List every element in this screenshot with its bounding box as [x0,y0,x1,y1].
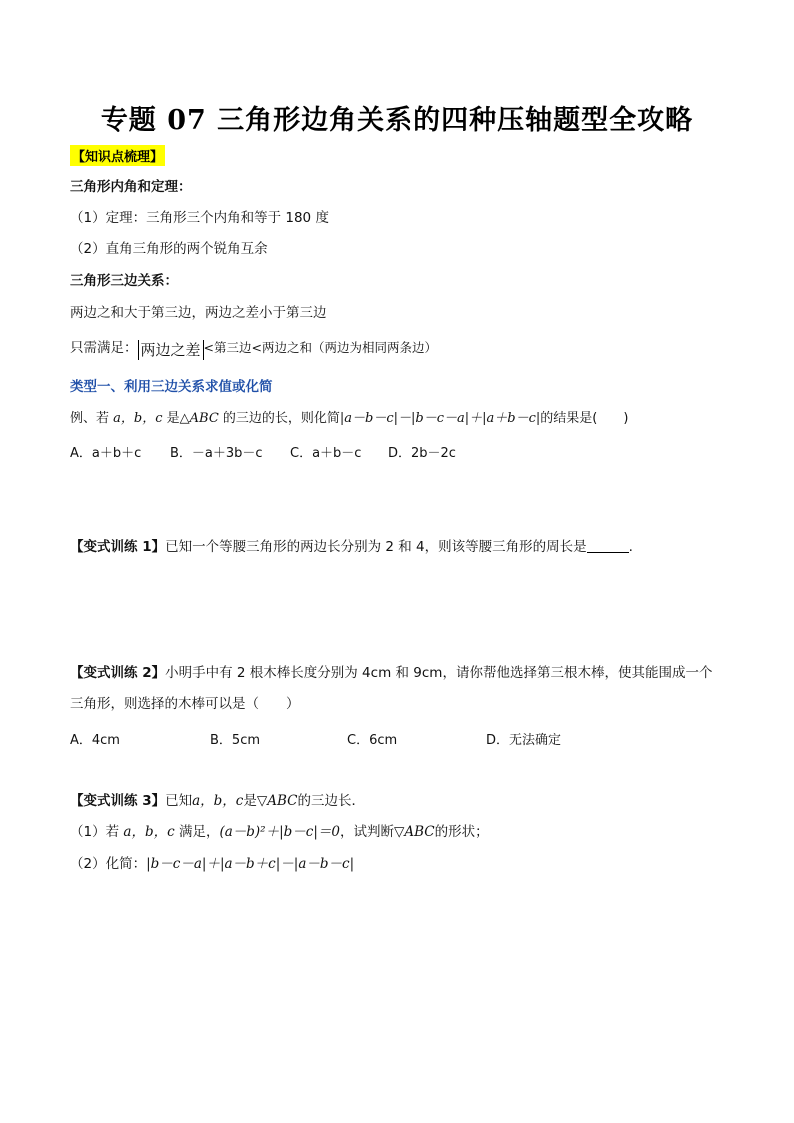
drill3-text2: 是 [243,793,257,809]
drill2-text-1: 小明手中有 2 根木棒长度分别为 4cm 和 9cm，请你帮他选择第三根木棒，使其能围成一个 [165,665,713,681]
type1-heading: 类型一、利用三边关系求值或化简 [70,379,273,395]
q2-expression: |b－c－a|＋|a－b＋c|－|a－b－c| [146,856,355,872]
q1-prefix: （1）若 [70,824,124,840]
angle-sum-item-2: （2）直角三角形的两个锐角互余 [70,241,268,257]
type1-example [70,410,628,428]
sides-line-2-prefix: 只需满足： [70,340,138,356]
example-prefix: 例、若 [70,411,114,426]
sides-line-1: 两边之和大于第三边，两边之差小于第三边 [70,305,327,321]
sides-heading: 三角形三边关系： [70,273,178,289]
angle-sum-item-1: （1）定理：三角形三个内角和等于 180 度 [70,210,329,226]
q1-end: 的形状； [434,824,489,840]
knowledge-tag: 【知识点梳理】 [70,145,165,166]
drill1-text: 已知一个等腰三角形的两边长分别为 2 和 4，则该等腰三角形的周长是 [165,539,587,555]
answer-blank [587,538,629,553]
drill1-end: . [628,539,633,555]
type1-option-b: B．－a＋3b－c [170,446,263,461]
drill2-line-1 [70,664,712,682]
type1-option-c: C．a＋b－c [290,446,362,461]
drill3-label: 【变式训练 3】 [70,793,166,809]
drill2-option-d: D．无法确定 [486,733,562,748]
drill2-option-a: A．4cm [70,733,120,748]
drill3-text: 已知 [165,793,193,809]
example-mid: 是△ [162,411,190,426]
q1-triangle: ▽ABC [393,824,435,840]
drill2-label: 【变式训练 2】 [70,665,166,681]
drill2-option-c: C．6cm [347,733,398,748]
q2-prefix: （2）化简： [70,856,147,872]
sides-line-2-suffix: <第三边<两边之和（两边为相同两条边） [203,340,437,355]
sides-line-2 [70,339,437,360]
drill2-line-2: 三角形，则选择的木棒可以是（ ） [70,696,300,712]
example-triangle: ABC [189,411,219,426]
example-suffix: 的结果是( ) [540,411,629,426]
drill3-question-2 [70,855,354,873]
q1-expression: (a－b)²＋|b－c|＝0 [219,824,340,840]
type1-option-d: D．2b－2c [388,446,456,461]
angle-sum-heading: 三角形内角和定理： [70,179,192,195]
drill2-option-b: B．5cm [210,733,261,748]
type1-option-a: A．a＋b＋c [70,446,142,461]
drill3 [70,792,365,810]
drill1 [70,538,633,556]
drill3-text3: 的三边长． [297,793,365,809]
drill3-vars: a，b，c [192,793,244,809]
example-text: 的三边的长，则化简 [218,411,340,426]
example-vars: a，b，c [113,411,163,426]
q1-vars: a，b，c [123,824,175,840]
page-title: 专题 07 三角形边角关系的四种压轴题型全攻略 [100,105,694,136]
q1-suffix: ，试判断 [339,824,394,840]
drill3-triangle: ▽ABC [256,793,298,809]
drill1-label: 【变式训练 1】 [70,539,166,555]
abs-value-box: 两边之差 [138,340,204,360]
q1-mid: 满足， [174,824,220,840]
drill3-question-1 [70,823,489,841]
example-expression: |a－b－c|－|b－c－a|＋|a＋b－c| [339,411,541,426]
